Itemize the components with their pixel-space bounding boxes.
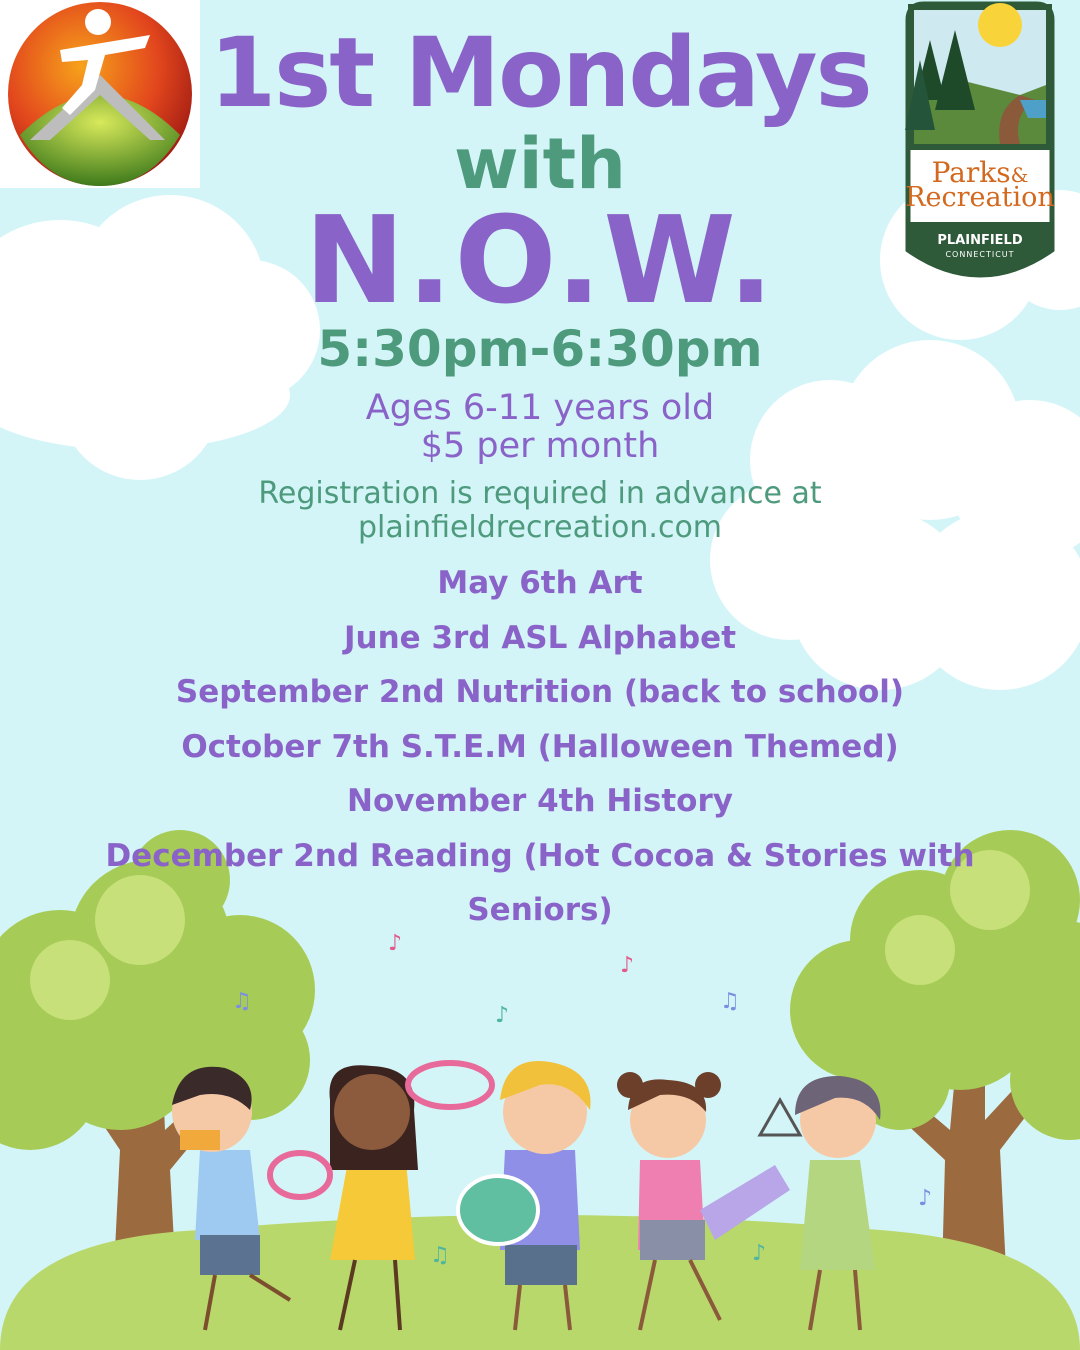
schedule-item: May 6th Art bbox=[437, 565, 643, 601]
schedule-item: December 2nd Reading (Hot Cocoa & Stories with bbox=[105, 837, 975, 874]
price: $5 per month bbox=[420, 426, 660, 466]
event-title: 1st Mondays bbox=[209, 17, 871, 129]
parks-logo-state: CONNECTICUT bbox=[945, 250, 1015, 259]
event-with: with bbox=[454, 123, 626, 205]
event-time: 5:30pm-6:30pm bbox=[317, 320, 763, 378]
svg-text:♪: ♪ bbox=[620, 953, 635, 978]
svg-text:♫: ♫ bbox=[720, 989, 740, 1014]
registration-website: plainfieldrecreation.com bbox=[357, 510, 723, 545]
schedule-item: November 4th History bbox=[347, 783, 733, 819]
svg-text:♪: ♪ bbox=[752, 1241, 767, 1266]
age-range: Ages 6-11 years old bbox=[365, 388, 715, 428]
svg-text:♪: ♪ bbox=[918, 1186, 933, 1211]
schedule-item: Seniors) bbox=[467, 892, 613, 928]
organization-name: N.O.W. bbox=[304, 192, 776, 331]
schedule-item: June 3rd ASL Alphabet bbox=[343, 619, 737, 656]
parks-logo-town: PLAINFIELD bbox=[937, 233, 1023, 248]
parks-logo-line2: Recreation bbox=[905, 182, 1055, 213]
svg-text:♪: ♪ bbox=[388, 931, 403, 956]
parks-logo-line1: Parks& bbox=[931, 156, 1029, 189]
schedule-item: October 7th S.T.E.M (Halloween Themed) bbox=[181, 728, 899, 765]
registration-note: Registration is required in advance at bbox=[258, 476, 822, 511]
svg-text:♪: ♪ bbox=[495, 1003, 510, 1028]
svg-text:♫: ♫ bbox=[430, 1243, 450, 1268]
svg-text:♫: ♫ bbox=[232, 989, 252, 1014]
schedule-item: September 2nd Nutrition (back to school) bbox=[175, 674, 905, 710]
schedule-list bbox=[0, 556, 1080, 938]
